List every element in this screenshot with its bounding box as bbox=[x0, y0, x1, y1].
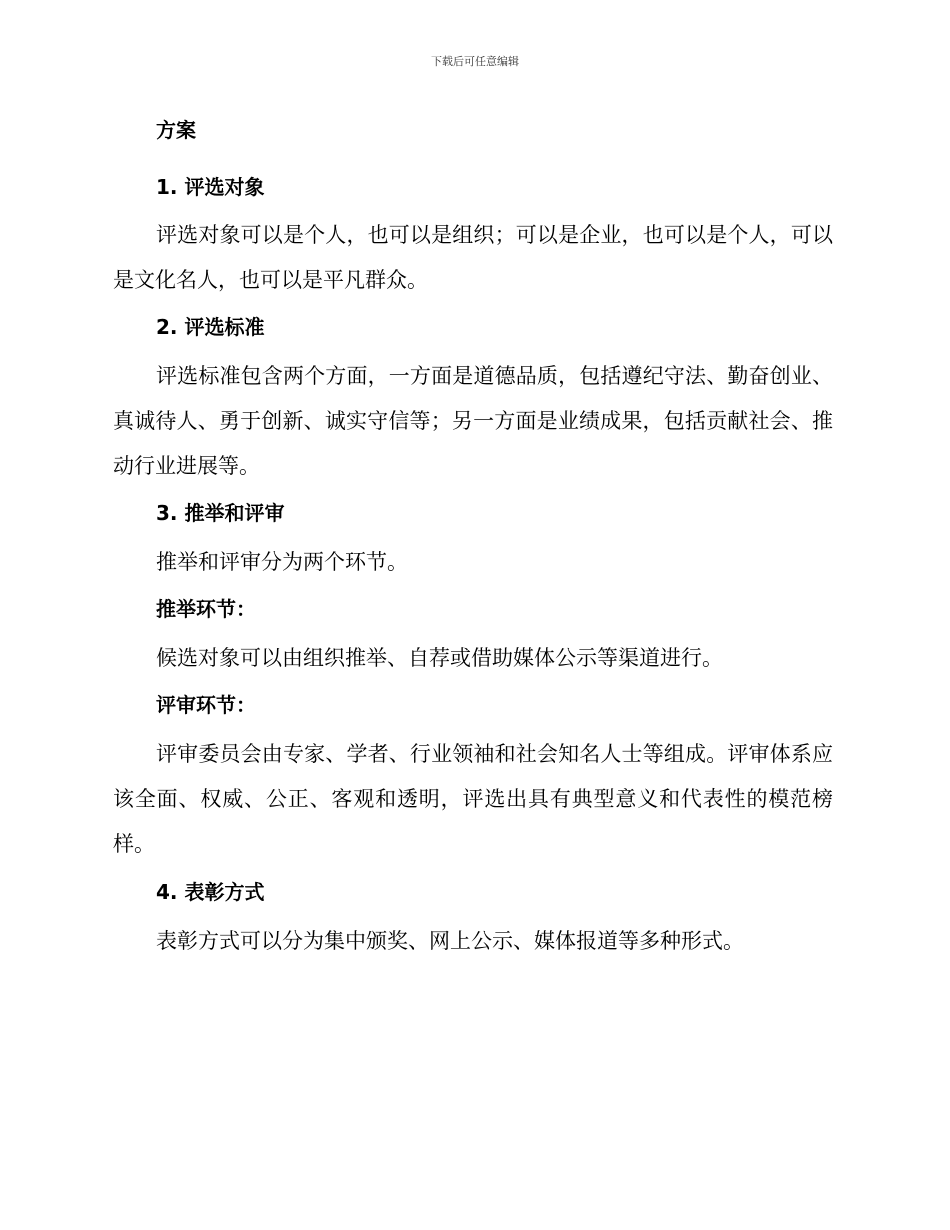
section-1-heading: 1. 评选对象 bbox=[156, 175, 265, 199]
section-3-heading: 3. 推举和评审 bbox=[156, 501, 285, 525]
document-title: 方案 bbox=[156, 118, 196, 142]
subsection-review-heading: 评审环节： bbox=[156, 693, 256, 717]
subsection-review-paragraph: 评审委员会由专家、学者、行业领袖和社会知名人士等组成。评审体系应该全面、权威、公正、客观和透明，评选出具有典型意义和代表性的模范榜样。 bbox=[113, 742, 833, 856]
section-4-heading: 4. 表彰方式 bbox=[156, 880, 265, 904]
section-2-paragraph: 评选标准包含两个方面，一方面是道德品质，包括遵纪守法、勤奋创业、真诚待人、勇于创新、诚实守信等；另一方面是业绩成果，包括贡献社会、推动行业进展等。 bbox=[113, 364, 833, 478]
section-3-paragraph: 推举和评审分为两个环节。 bbox=[156, 550, 408, 574]
section-1-paragraph: 评选对象可以是个人，也可以是组织；可以是企业，也可以是个人，可以是文化名人，也可以是平凡群众。 bbox=[113, 223, 833, 292]
subsection-nomination-heading: 推举环节： bbox=[156, 597, 256, 621]
page-header-note: 下载后可任意编辑 bbox=[431, 55, 519, 68]
document-body bbox=[113, 112, 833, 964]
section-2-heading: 2. 评选标准 bbox=[156, 315, 265, 339]
section-4-paragraph: 表彰方式可以分为集中颁奖、网上公示、媒体报道等多种形式。 bbox=[156, 929, 744, 953]
subsection-nomination-paragraph: 候选对象可以由组织推举、自荐或借助媒体公示等渠道进行。 bbox=[156, 646, 723, 670]
